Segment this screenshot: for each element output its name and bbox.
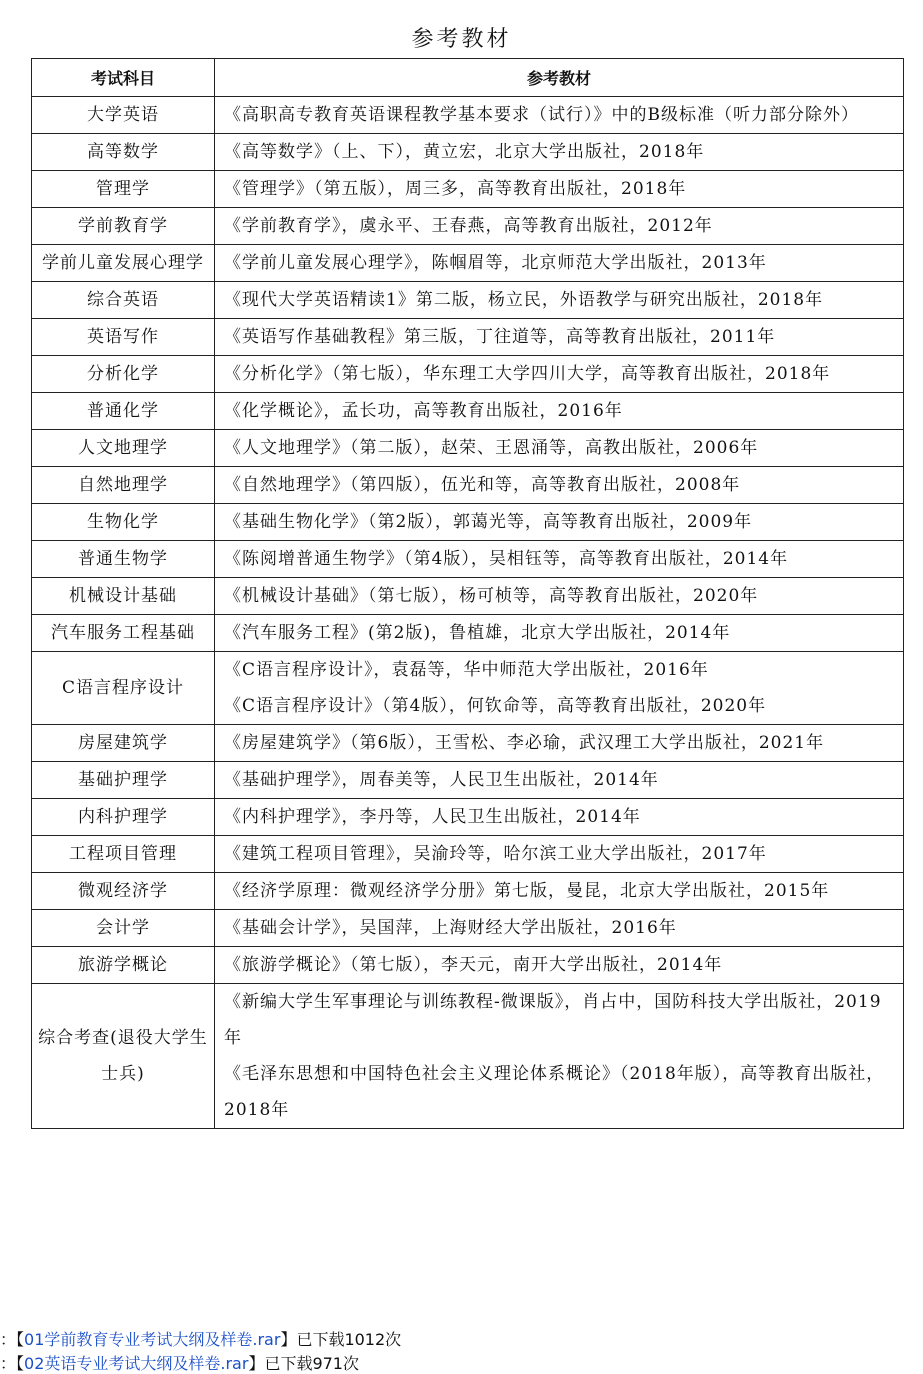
subject-cell: C语言程序设计 <box>32 652 215 725</box>
table-row <box>32 430 904 467</box>
book-cell <box>215 208 904 245</box>
download-count: 】已下载1012次 <box>280 1330 402 1349</box>
table-row <box>32 245 904 282</box>
table-header-row <box>32 59 904 97</box>
book-entry: 《新编大学生军事理论与训练教程-微课版》，肖占中，国防科技大学出版社，2019年 <box>224 992 882 1048</box>
table-row <box>32 836 904 873</box>
table-row <box>32 947 904 984</box>
reference-books-table <box>31 58 904 1129</box>
download-link[interactable]: 01学前教育专业考试大纲及样卷.rar <box>24 1330 281 1349</box>
table-row <box>32 615 904 652</box>
table-row <box>32 208 904 245</box>
subject-cell: 普通生物学 <box>32 541 215 578</box>
download-count: 】已下载971次 <box>248 1354 359 1373</box>
book-entry: 《C语言程序设计》，袁磊等，华中师范大学出版社，2016年 <box>224 660 709 680</box>
book-entry: 《高等数学》（上、下），黄立宏，北京大学出版社，2018年 <box>224 142 705 162</box>
book-entry: 《旅游学概论》（第七版），李天元，南开大学出版社，2014年 <box>224 955 723 975</box>
book-entry: 《毛泽东思想和中国特色社会主义理论体系概论》（2018年版），高等教育出版社，2018年 <box>224 1064 885 1120</box>
book-cell <box>215 171 904 208</box>
book-cell <box>215 615 904 652</box>
table-row <box>32 467 904 504</box>
book-cell <box>215 652 904 725</box>
book-cell <box>215 541 904 578</box>
table-row <box>32 578 904 615</box>
subject-cell: 大学英语 <box>32 97 215 134</box>
table-row <box>32 541 904 578</box>
subject-cell: 分析化学 <box>32 356 215 393</box>
download-link[interactable]: 02英语专业考试大纲及样卷.rar <box>24 1354 249 1373</box>
subject-cell: 综合英语 <box>32 282 215 319</box>
table-row <box>32 725 904 762</box>
table-row <box>32 282 904 319</box>
book-entry: 《房屋建筑学》（第6版），王雪松、李必瑜，武汉理工大学出版社，2021年 <box>224 733 825 753</box>
book-entry: 《建筑工程项目管理》，吴渝玲等，哈尔滨工业大学出版社，2017年 <box>224 844 767 864</box>
download-item <box>0 1327 401 1350</box>
table-row <box>32 134 904 171</box>
book-cell <box>215 97 904 134</box>
table-row <box>32 652 904 725</box>
book-entry: 《人文地理学》（第二版），赵荣、王恩涌等，高教出版社，2006年 <box>224 438 759 458</box>
book-cell <box>215 356 904 393</box>
table-row <box>32 97 904 134</box>
subject-cell: 学前儿童发展心理学 <box>32 245 215 282</box>
table-row <box>32 873 904 910</box>
book-entry: 《基础护理学》，周春美等，人民卫生出版社，2014年 <box>224 770 659 790</box>
page-title: 参考教材 <box>411 27 512 52</box>
table-row <box>32 910 904 947</box>
table-row <box>32 319 904 356</box>
book-entry: 《经济学原理：微观经济学分册》第七版，曼昆，北京大学出版社，2015年 <box>224 881 830 901</box>
table-row <box>32 393 904 430</box>
table-row <box>32 799 904 836</box>
subject-cell: 管理学 <box>32 171 215 208</box>
table-row <box>32 356 904 393</box>
book-entry: 《高职高专教育英语课程教学基本要求（试行）》中的B级标准（听力部分除外） <box>224 105 859 125</box>
book-entry: 《内科护理学》，李丹等，人民卫生出版社，2014年 <box>224 807 641 827</box>
subject-cell: 工程项目管理 <box>32 836 215 873</box>
book-entry: 《机械设计基础》（第七版），杨可桢等，高等教育出版社，2020年 <box>224 586 759 606</box>
subject-cell: 综合考查(退役大学生士兵) <box>32 984 215 1129</box>
header-subject: 考试科目 <box>32 59 215 97</box>
book-entry: 《基础生物化学》（第2版），郭蔼光等，高等教育出版社，2009年 <box>224 512 753 532</box>
book-entry: 《化学概论》，孟长功，高等教育出版社，2016年 <box>224 401 623 421</box>
table-row <box>32 504 904 541</box>
table-row <box>32 762 904 799</box>
book-cell <box>215 504 904 541</box>
subject-cell: 生物化学 <box>32 504 215 541</box>
book-cell <box>215 245 904 282</box>
table-row <box>32 171 904 208</box>
header-book: 参考教材 <box>215 59 904 97</box>
subject-cell: 微观经济学 <box>32 873 215 910</box>
book-entry: 《现代大学英语精读1》第二版，杨立民，外语教学与研究出版社，2018年 <box>224 290 824 310</box>
book-cell <box>215 799 904 836</box>
subject-cell: 机械设计基础 <box>32 578 215 615</box>
book-cell <box>215 578 904 615</box>
book-entry: 《自然地理学》（第四版），伍光和等，高等教育出版社，2008年 <box>224 475 741 495</box>
book-cell <box>215 762 904 799</box>
book-entry: 《C语言程序设计》（第4版），何钦命等，高等教育出版社，2020年 <box>224 696 767 716</box>
book-cell <box>215 910 904 947</box>
table-row <box>32 984 904 1129</box>
subject-cell: 房屋建筑学 <box>32 725 215 762</box>
book-cell <box>215 725 904 762</box>
subject-cell: 旅游学概论 <box>32 947 215 984</box>
book-entry: 《分析化学》（第七版），华东理工大学四川大学，高等教育出版社，2018年 <box>224 364 831 384</box>
subject-cell: 普通化学 <box>32 393 215 430</box>
book-cell <box>215 873 904 910</box>
download-item <box>0 1351 359 1374</box>
book-entry: 《学前儿童发展心理学》，陈帼眉等，北京师范大学出版社，2013年 <box>224 253 767 273</box>
download-prefix: ：【 <box>0 1354 25 1373</box>
book-cell <box>215 282 904 319</box>
book-cell <box>215 947 904 984</box>
subject-cell: 自然地理学 <box>32 467 215 504</box>
subject-cell: 汽车服务工程基础 <box>32 615 215 652</box>
subject-cell: 基础护理学 <box>32 762 215 799</box>
book-cell <box>215 393 904 430</box>
book-cell <box>215 467 904 504</box>
book-cell <box>215 836 904 873</box>
subject-cell: 内科护理学 <box>32 799 215 836</box>
book-cell <box>215 984 904 1129</box>
download-prefix: ：【 <box>0 1330 25 1349</box>
book-entry: 《学前教育学》，虞永平、王春燕，高等教育出版社，2012年 <box>224 216 713 236</box>
subject-cell: 人文地理学 <box>32 430 215 467</box>
subject-cell: 英语写作 <box>32 319 215 356</box>
subject-cell: 学前教育学 <box>32 208 215 245</box>
subject-cell: 会计学 <box>32 910 215 947</box>
book-cell <box>215 430 904 467</box>
book-entry: 《陈阅增普通生物学》（第4版），吴相钰等，高等教育出版社，2014年 <box>224 549 789 569</box>
book-cell <box>215 134 904 171</box>
book-entry: 《汽车服务工程》(第2版)，鲁植雄，北京大学出版社，2014年 <box>224 623 731 643</box>
book-entry: 《英语写作基础教程》第三版，丁往道等，高等教育出版社，2011年 <box>224 327 776 347</box>
book-entry: 《基础会计学》，吴国萍，上海财经大学出版社，2016年 <box>224 918 677 938</box>
book-cell <box>215 319 904 356</box>
subject-cell: 高等数学 <box>32 134 215 171</box>
book-entry: 《管理学》（第五版），周三多，高等教育出版社，2018年 <box>224 179 687 199</box>
